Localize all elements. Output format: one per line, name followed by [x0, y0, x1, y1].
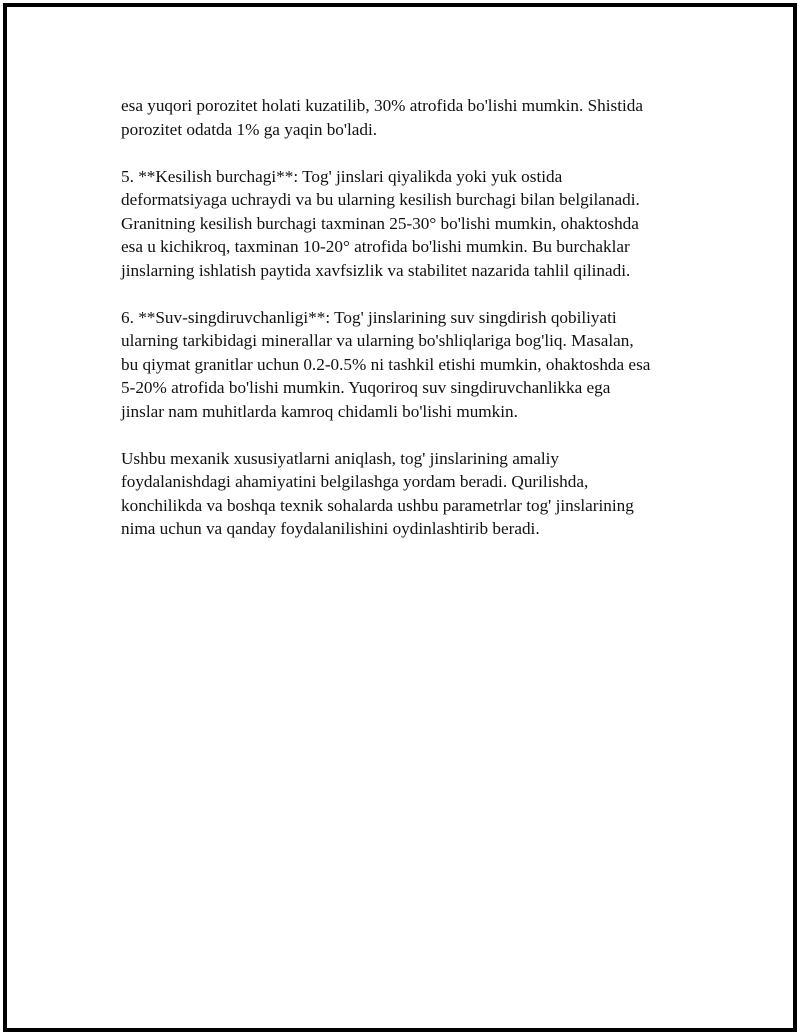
document-body [121, 94, 701, 564]
paragraph-conclusion: Ushbu mexanik xususiyatlarni aniqlash, tog' jinslarining amaliy foydalanishdagi ahamiyatini belgilashga yordam beradi. Qurilishda, konchilikda va boshqa texnik sohalarda ushbu parametrlar tog' jinslarining nima uchun va qanday foydalanilishini oydinlashtirib beradi. [121, 448, 634, 538]
paragraph-porosity-continuation: esa yuqori porozitet holati kuzatilib, 30% atrofida bo'lishi mumkin. Shistida porozitet odatda 1% ga yaqin bo'ladi. [121, 96, 643, 139]
paragraph-water-absorption: 6. **Suv-singdiruvchanligi**: Tog' jinslarining suv singdirish qobiliyati ularning tarkibidagi minerallar va ularning bo'shliqlariga bog'liq. Masalan, bu qiymat granitlar uchun 0.2-0.5% ni tashkil etishi mumkin, ohaktoshda esa 5-20% atrofida bo'lishi mumkin. Yuqoriroq suv singdiruvchanlikka ega jinslar nam muhitlarda kamroq chidamli bo'lishi mumkin. [121, 307, 651, 421]
document-page [3, 3, 797, 1032]
paragraph-shear-angle: 5. **Kesilish burchagi**: Tog' jinslari qiyalikda yoki yuk ostida deformatsiyaga uchraydi va bu ularning kesilish burchagi bilan belgilanadi. Granitning kesilish burchagi taxminan 25-30° bo'lishi mumkin, ohaktoshda esa u kichikroq, taxminan 10-20° atrofida bo'lishi mumkin. Bu burchaklar jinslarning ishlatish paytida xavfsizlik va stabilitet nazarida tahlil qilinadi. [121, 166, 640, 280]
